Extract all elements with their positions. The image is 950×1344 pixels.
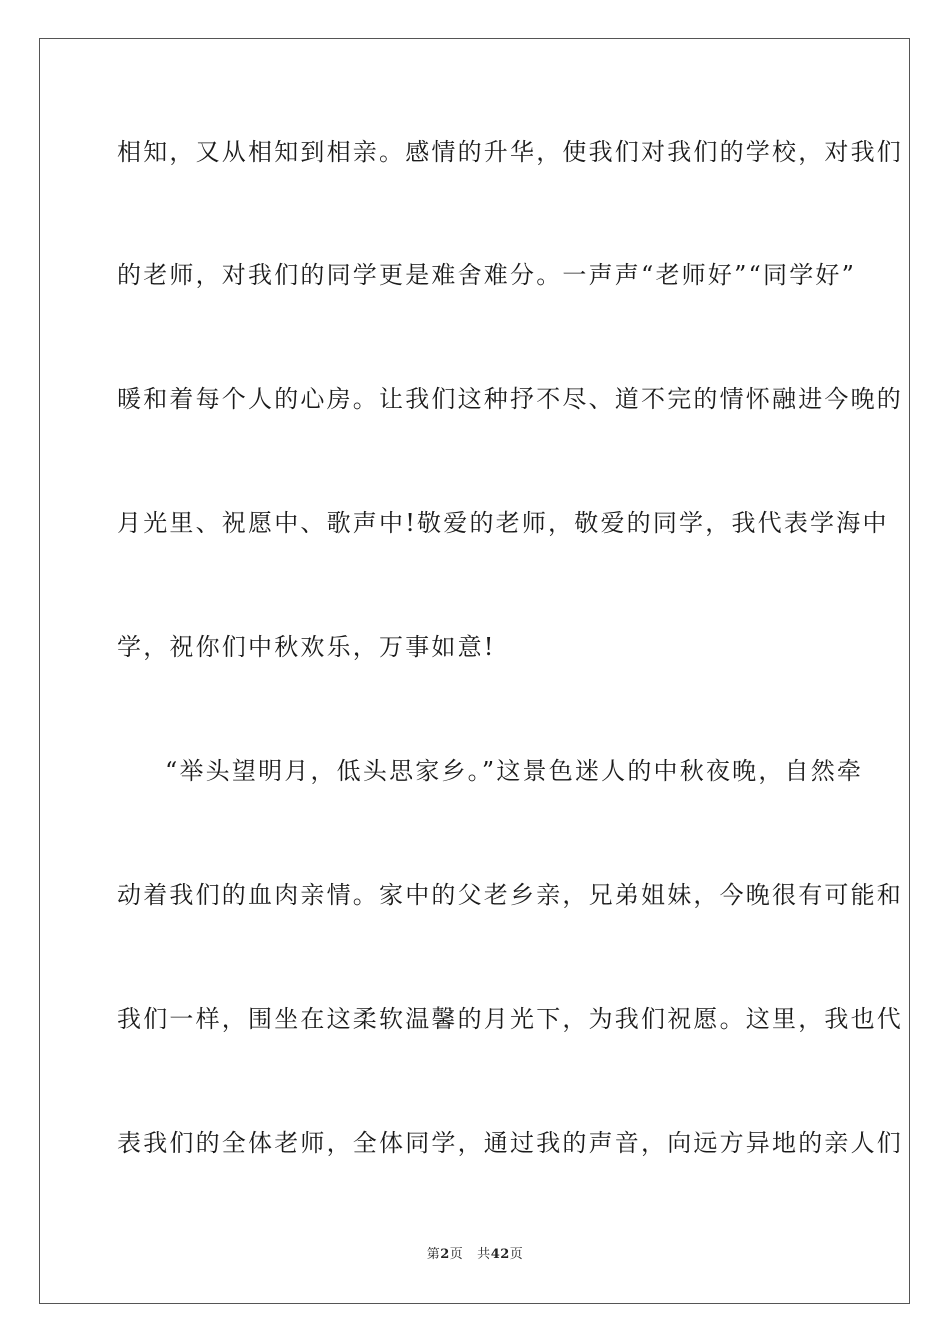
page-prefix: 第: [426, 1247, 441, 1262]
body-text-line-9: 表我们的全体老师，全体同学，通过我的声音，向远方异地的亲人们: [117, 1129, 903, 1157]
page-number: 2: [440, 1247, 450, 1262]
body-text-line-1: 相知，又从相知到相亲。感情的升华，使我们对我们的学校，对我们: [117, 138, 903, 166]
total-prefix: 共: [477, 1247, 491, 1262]
total-suffix: 页: [509, 1247, 524, 1262]
body-text-line-2: 的老师，对我们的同学更是难舍难分。一声声“老师好”“同学好”: [117, 261, 857, 289]
body-text-line-6: “举头望明月，低头思家乡。”这景色迷人的中秋夜晚，自然牵: [165, 757, 864, 785]
page-border: [39, 38, 910, 1304]
body-text-line-4: 月光里、祝愿中、歌声中!敬爱的老师，敬爱的同学，我代表学海中: [117, 509, 889, 537]
body-text-line-7: 动着我们的血肉亲情。家中的父老乡亲，兄弟姐妹，今晚很有可能和: [117, 881, 903, 909]
total-pages: 42: [490, 1247, 510, 1262]
page-footer: [0, 1246, 950, 1264]
page-suffix: 页: [449, 1247, 464, 1262]
body-text-line-8: 我们一样，围坐在这柔软温馨的月光下，为我们祝愿。这里，我也代: [117, 1005, 903, 1033]
body-text-line-3: 暖和着每个人的心房。让我们这种抒不尽、道不完的情怀融进今晚的: [117, 385, 903, 413]
body-text-line-5: 学，祝你们中秋欢乐，万事如意!: [117, 633, 496, 661]
